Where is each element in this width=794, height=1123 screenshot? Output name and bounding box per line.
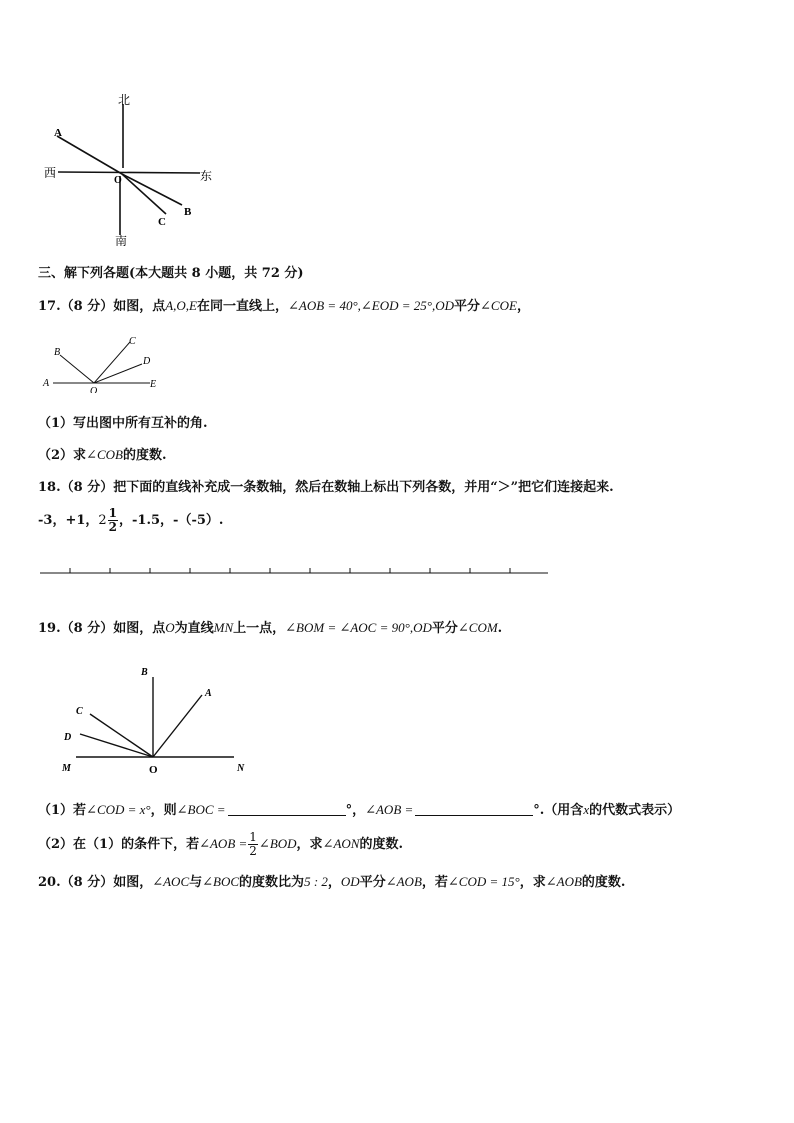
- q17-text: 如图，点: [113, 299, 166, 314]
- compass-label-c: C: [158, 216, 166, 228]
- q17-angle: ∠COE: [480, 298, 517, 313]
- q20-number: 20.: [38, 875, 61, 890]
- q19-number: 19.: [38, 621, 61, 636]
- q19-point: O: [165, 620, 175, 635]
- q18-nums-b: ，-1.5，-（-5）.: [119, 513, 224, 528]
- q17-figure: [38, 333, 168, 393]
- q17-text3: 平分: [454, 299, 481, 314]
- q19-sub1-boc: ∠BOC =: [176, 802, 226, 817]
- q17-sub2-angle: ∠COB: [86, 447, 123, 462]
- q20-a1: ∠AOC: [152, 874, 190, 889]
- q19-angle: ∠COM: [457, 620, 498, 635]
- q19-sub1-deg1: °，: [345, 803, 366, 818]
- q18-stem: [38, 480, 614, 496]
- q18-ticks: [70, 568, 510, 573]
- q19-fig-m: M: [62, 763, 71, 774]
- q19-text4: 平分: [431, 621, 458, 636]
- q19-sub1-a: （1）若: [38, 803, 87, 818]
- compass-south: 南: [115, 234, 128, 248]
- q20-text7: ，求: [519, 875, 546, 890]
- q19-sub2-expr2: ∠BOD: [258, 836, 297, 851]
- q17-end: ，: [516, 299, 530, 314]
- q17-fig-b: B: [54, 347, 61, 358]
- q17-fig-o: O: [90, 386, 98, 393]
- compass-label-o: O: [114, 175, 122, 186]
- q20-stem: [38, 874, 625, 891]
- q17-points: A,O,E: [165, 298, 197, 313]
- q19-given: ∠BOM = ∠AOC = 90°,OD: [285, 620, 432, 635]
- q19-fig-n: N: [237, 763, 245, 774]
- q19-stem: [38, 620, 502, 637]
- q19-fig-c: C: [76, 706, 83, 717]
- q20-text5: 平分: [359, 875, 386, 890]
- q17-given: ∠AOB = 40°,∠EOD = 25°,OD: [288, 298, 455, 313]
- compass-label-b: B: [184, 206, 192, 218]
- q19-end: .: [497, 621, 503, 636]
- q20-score: （8 分）: [60, 875, 114, 890]
- q19-blank-aob[interactable]: [415, 803, 533, 816]
- q18-text: 把下面的直线补充成一条数轴，然后在数轴上标出下列各数，并用“＞”把它们连接起来.: [113, 480, 614, 495]
- q18-numbers: [38, 506, 223, 536]
- q18-number-line: [38, 566, 552, 578]
- q20-a2: ∠BOC: [202, 874, 240, 889]
- q20-text1: 如图，: [113, 875, 153, 890]
- q19-sub2-angle: ∠AON: [322, 836, 360, 851]
- compass-east: 东: [200, 169, 213, 183]
- q19-sub2-expr1: ∠AOB =: [199, 836, 248, 851]
- q19-sub2: [38, 829, 403, 860]
- section-title: 三、解下列各题(本大题共 8 小题，共 72 分): [38, 266, 304, 281]
- q20-text4: ，: [327, 875, 341, 890]
- q19-sub1-b: ，则: [150, 803, 177, 818]
- compass-west: 西: [44, 166, 57, 180]
- q17-sub1: （1）写出图中所有互补的角.: [38, 416, 208, 431]
- q19-sub1-x: x: [583, 802, 590, 817]
- q19-sub2-num: 1: [249, 830, 257, 844]
- q19-line: MN: [213, 620, 234, 635]
- q19-figure: [56, 660, 256, 778]
- q20-ratio: 5 : 2: [304, 874, 328, 889]
- q19-blank-boc[interactable]: [228, 803, 346, 816]
- q18-frac-den: 2: [108, 520, 118, 534]
- q17-score: （8 分）: [60, 299, 114, 314]
- q17-text2: 在同一直线上，: [197, 299, 289, 314]
- q17-stem: [38, 298, 530, 315]
- q18-nums-a: -3，+1，: [38, 513, 99, 528]
- q17-sub2: [38, 447, 166, 464]
- q18-score: （8 分）: [60, 480, 114, 495]
- q18-mixed-whole: 2: [98, 513, 107, 528]
- q19-sub2-a: （2）在（1）的条件下，若: [38, 837, 200, 852]
- q19-sub1: [38, 802, 680, 819]
- q19-sub1-c: 的代数式表示）: [589, 803, 681, 818]
- compass-north: 北: [118, 93, 131, 107]
- q19-fig-o: O: [149, 764, 158, 776]
- q17-fig-e: E: [150, 379, 157, 390]
- q19-sub2-fraction: [248, 831, 258, 858]
- q19-sub2-den: 2: [249, 844, 257, 858]
- compass-label-a: A: [54, 127, 62, 139]
- q17-fig-a: A: [43, 378, 50, 389]
- q18-frac-num: 1: [108, 506, 118, 520]
- q19-sub2-b: ，求: [296, 837, 323, 852]
- q18-fraction: [108, 507, 118, 534]
- q19-text3: 上一点，: [233, 621, 286, 636]
- q17-fig-d: D: [143, 356, 151, 367]
- q20-od: OD: [340, 874, 360, 889]
- q20-a5: ∠AOB: [545, 874, 582, 889]
- q20-text2: 与: [189, 875, 203, 890]
- q17-fig-c: C: [129, 336, 136, 347]
- q18-number: 18.: [38, 480, 61, 495]
- q19-text2: 为直线: [174, 621, 214, 636]
- compass-figure: [30, 90, 220, 250]
- q19-sub1-aob: ∠AOB =: [365, 802, 414, 817]
- q17-sub2-b: 的度数.: [122, 448, 167, 463]
- q20-text8: 的度数.: [581, 875, 626, 890]
- q19-sub1-given: ∠COD = x°: [86, 802, 151, 817]
- q20-a4: ∠COD = 15°: [447, 874, 520, 889]
- q19-score: （8 分）: [60, 621, 114, 636]
- q19-sub1-deg2: °.（用含: [533, 803, 584, 818]
- q19-fig-a: A: [205, 688, 212, 699]
- q19-sub2-c: 的度数.: [359, 837, 403, 852]
- q20-text3: 的度数比为: [239, 875, 305, 890]
- q19-fig-d: D: [64, 732, 72, 743]
- q17-number: 17.: [38, 299, 61, 314]
- q19-text: 如图，点: [113, 621, 166, 636]
- q20-text6: ，若: [421, 875, 448, 890]
- q19-fig-b: B: [141, 667, 148, 678]
- q20-a3: ∠AOB: [385, 874, 422, 889]
- q17-sub2-a: （2）求: [38, 448, 87, 463]
